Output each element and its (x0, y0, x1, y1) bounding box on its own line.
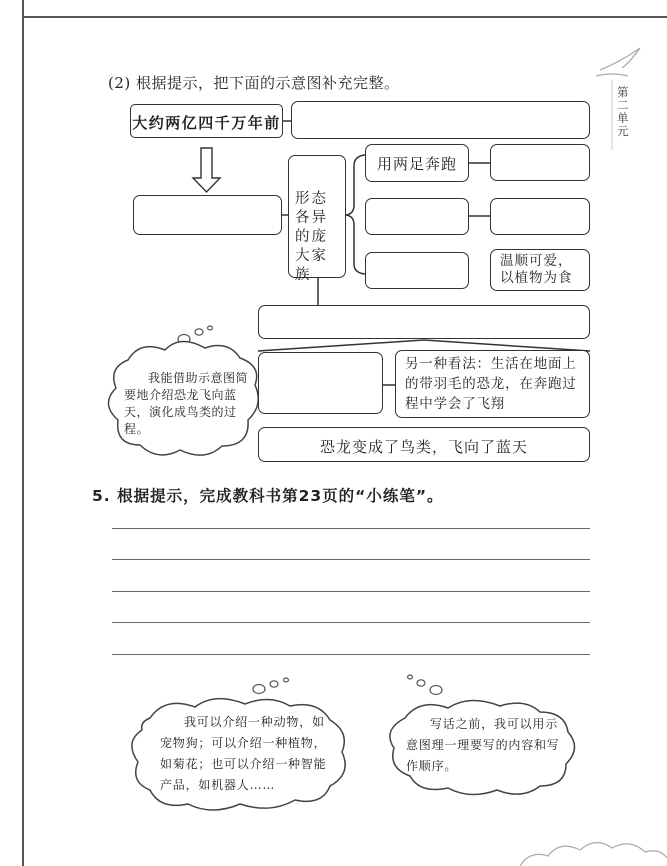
branch-2-blank[interactable] (365, 198, 469, 235)
writing-line-1[interactable] (112, 528, 590, 529)
evolution-stage-blank[interactable] (258, 305, 590, 339)
alternative-view-box (395, 350, 590, 418)
result-label: 恐龙变成了鸟类，飞向了蓝天 (319, 438, 528, 456)
tip-cloud-3-text: 写话之前，我可以用示意图理一理要写的内容和写作顺序。 (406, 717, 560, 773)
question-5-heading: 5. 根据提示，完成教科书第23页的“小练笔”。 (92, 487, 444, 505)
question-2-heading: (2) 根据提示，把下面的示意图补充完整。 (108, 74, 400, 92)
branch-1-box (365, 144, 469, 182)
branch-2-result-blank[interactable] (490, 198, 590, 235)
bird-icon (596, 48, 640, 76)
writing-line-4[interactable] (112, 622, 590, 623)
writing-line-2[interactable] (112, 559, 590, 560)
dinosaur-family-box (288, 155, 346, 283)
branch-1-label: 用两足奔跑 (376, 155, 457, 173)
branch-1-result-blank[interactable] (490, 144, 590, 181)
origin-blank[interactable] (133, 195, 282, 235)
start-time-label: 大约两亿四千万年前 (132, 114, 281, 132)
start-time-box (130, 104, 283, 138)
thought-bubble-dots-3 (408, 675, 442, 695)
branch-3-result-box (490, 249, 590, 291)
unit-side-tab: 第二单元 (617, 85, 629, 138)
corner-cloud-decoration (520, 842, 667, 866)
thought-bubble-dots-2 (253, 678, 288, 694)
start-event-blank[interactable] (291, 101, 590, 139)
writing-line-5[interactable] (112, 654, 590, 655)
writing-line-3[interactable] (112, 591, 590, 592)
tip-cloud-2-text: 我可以介绍一种动物，如宠物狗；可以介绍一种植物，如菊花；也可以介绍一种智能产品，如机器人…… (160, 715, 327, 792)
alternative-view-label: 另一种看法：生活在地面上的带羽毛的恐龙，在奔跑过程中学会了飞翔 (405, 356, 577, 412)
branch-3-blank[interactable] (365, 252, 469, 289)
evolution-step-blank[interactable] (258, 352, 383, 414)
tip-cloud-1-text: 我能借助示意图简要地介绍恐龙飞向蓝天，演化成鸟类的过程。 (124, 371, 249, 436)
result-box (258, 427, 590, 462)
dinosaur-family-label: 形态各异的庞大家族 (295, 191, 328, 283)
branch-3-result-label: 温顺可爱，以植物为食 (500, 253, 573, 286)
